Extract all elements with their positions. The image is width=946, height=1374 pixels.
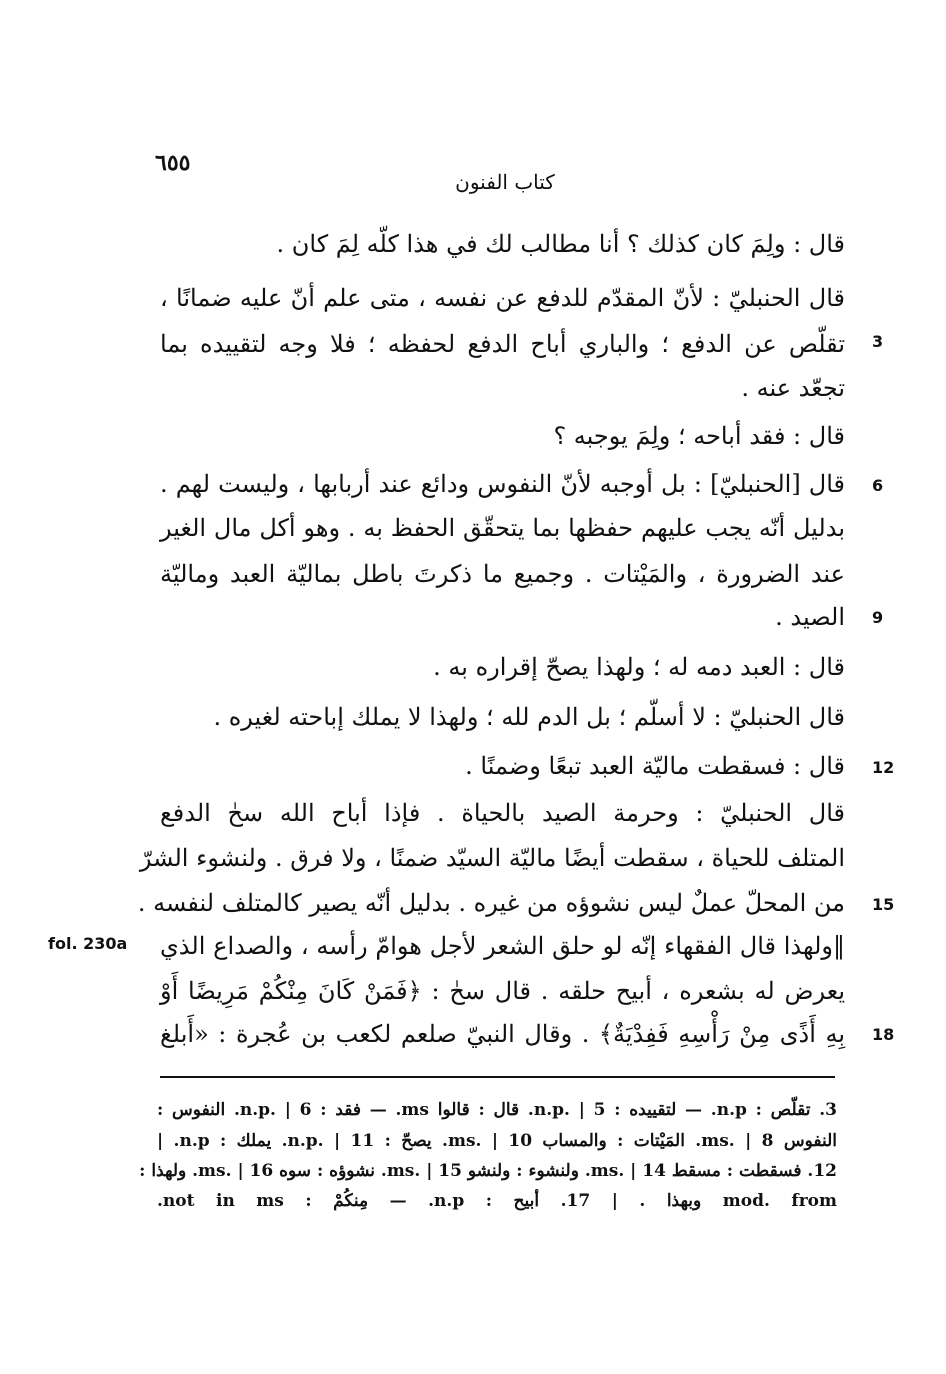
text-line: قال : العبد دمه له ؛ ولهذا يصحّ إقراره به . <box>433 653 845 681</box>
footnote-line: النفوس ms. | 8. المَيْتات : والمساب ms. | 10. يصحّ : n.p. | 11. يملك : n.p. | <box>157 1131 838 1151</box>
line-number: 6 <box>872 476 884 495</box>
text-line: من المحلّ عملٌ ليس نشوؤه من غيره . بدليل أنّه يصير كالمتلف لنفسه . <box>137 889 845 917</box>
text-line: قال الحنبليّ : وحرمة الصيد بالحياة . فإذا أباح الله سحٰ الدفع <box>160 799 845 827</box>
line-number: 18 <box>872 1025 895 1044</box>
footnote-line: 12. فسقطت : مسقط ms. | 14. ولنشوء : ولنشو ms. | 15. نشوؤه : سوه ms. | 16. ولهذا : <box>139 1161 837 1181</box>
line-number: 3 <box>872 332 884 351</box>
footnote-line: mod. from وبهذا . | 17. أبيح : n.p. — مِنكُمْ : not in ms. <box>157 1191 838 1211</box>
line-number: 12 <box>872 758 895 777</box>
folio-marker: fol. 230a <box>48 934 128 953</box>
text-line: قال : فقد أباحه ؛ ولِمَ يوجبه ؟ <box>553 422 845 450</box>
text-line: قال [الحنبليّ] : بل أوجبه لأنّ النفوس ودائع عند أربابها ، وليست لهم . <box>160 470 845 498</box>
text-line: المتلف للحياة ، سقطت أيضًا ماليّة السيّد ضمنًا ، ولا فرق . ولنشوء الشرّ <box>139 844 845 872</box>
text-line: الصيد . <box>775 603 845 631</box>
footnote-line: 3. تقلّص : n.p. — لتقييده : n.p. | 5. قال : قالوا ms. — فقد : n.p. | 6. النفوس : <box>157 1100 837 1120</box>
text-line: تجعّد عنه . <box>741 374 845 402</box>
text-line: قال الحنبليّ : لا أسلّم ؛ بل الدم لله ؛ ولهذا لا يملك إباحته لغيره . <box>213 703 845 731</box>
text-line: قال : ولِمَ كان كذلك ؟ أنا مطالب لك في هذا كلّه لِمَ كان . <box>276 230 845 258</box>
footnote-rule <box>160 1076 835 1078</box>
text-line: بدليل أنّه يجب عليهم حفظها بما يتحقّق الحفظ به . وهو أكل مال الغير <box>160 514 845 542</box>
text-line: قال : فسقطت ماليّة العبد تبعًا وضمنًا . <box>465 752 845 780</box>
line-number: 9 <box>872 608 884 627</box>
text-line: تقلّص عن الدفع ؛ والباري أباح الدفع لحفظه ؛ فلا وجه لتقييده بما <box>160 330 845 358</box>
text-line: ‖ولهذا قال الفقهاء إنّه لو حلق الشعر لأجل هوامّ رأسه ، والصداع الذي <box>160 932 845 960</box>
running-head: كتاب الفنون <box>455 170 555 194</box>
page-number: ٦٥٥ <box>155 150 191 176</box>
text-line: يعرض له بشعره ، أبيح حلقه . قال سحٰ : ﴿فَمَنْ كَانَ مِنْكُمْ مَرِيضًا أَوْ <box>160 977 845 1005</box>
text-line: بِهِ أَذًى مِنْ رَأْسِهِ فَفِدْيَةٌ﴾ . وقال النبيّ صلعم لكعب بن عُجرة : «أَبلغ <box>160 1020 846 1048</box>
text-line: قال الحنبليّ : لأنّ المقدّم للدفع عن نفسه ، متى علم أنّ عليه ضمانًا ، <box>160 284 845 312</box>
text-line: عند الضرورة ، والمَيْتات . وجميع ما ذكرتَ باطل بماليّة العبد وماليّة <box>160 560 845 588</box>
line-number: 15 <box>872 895 895 914</box>
